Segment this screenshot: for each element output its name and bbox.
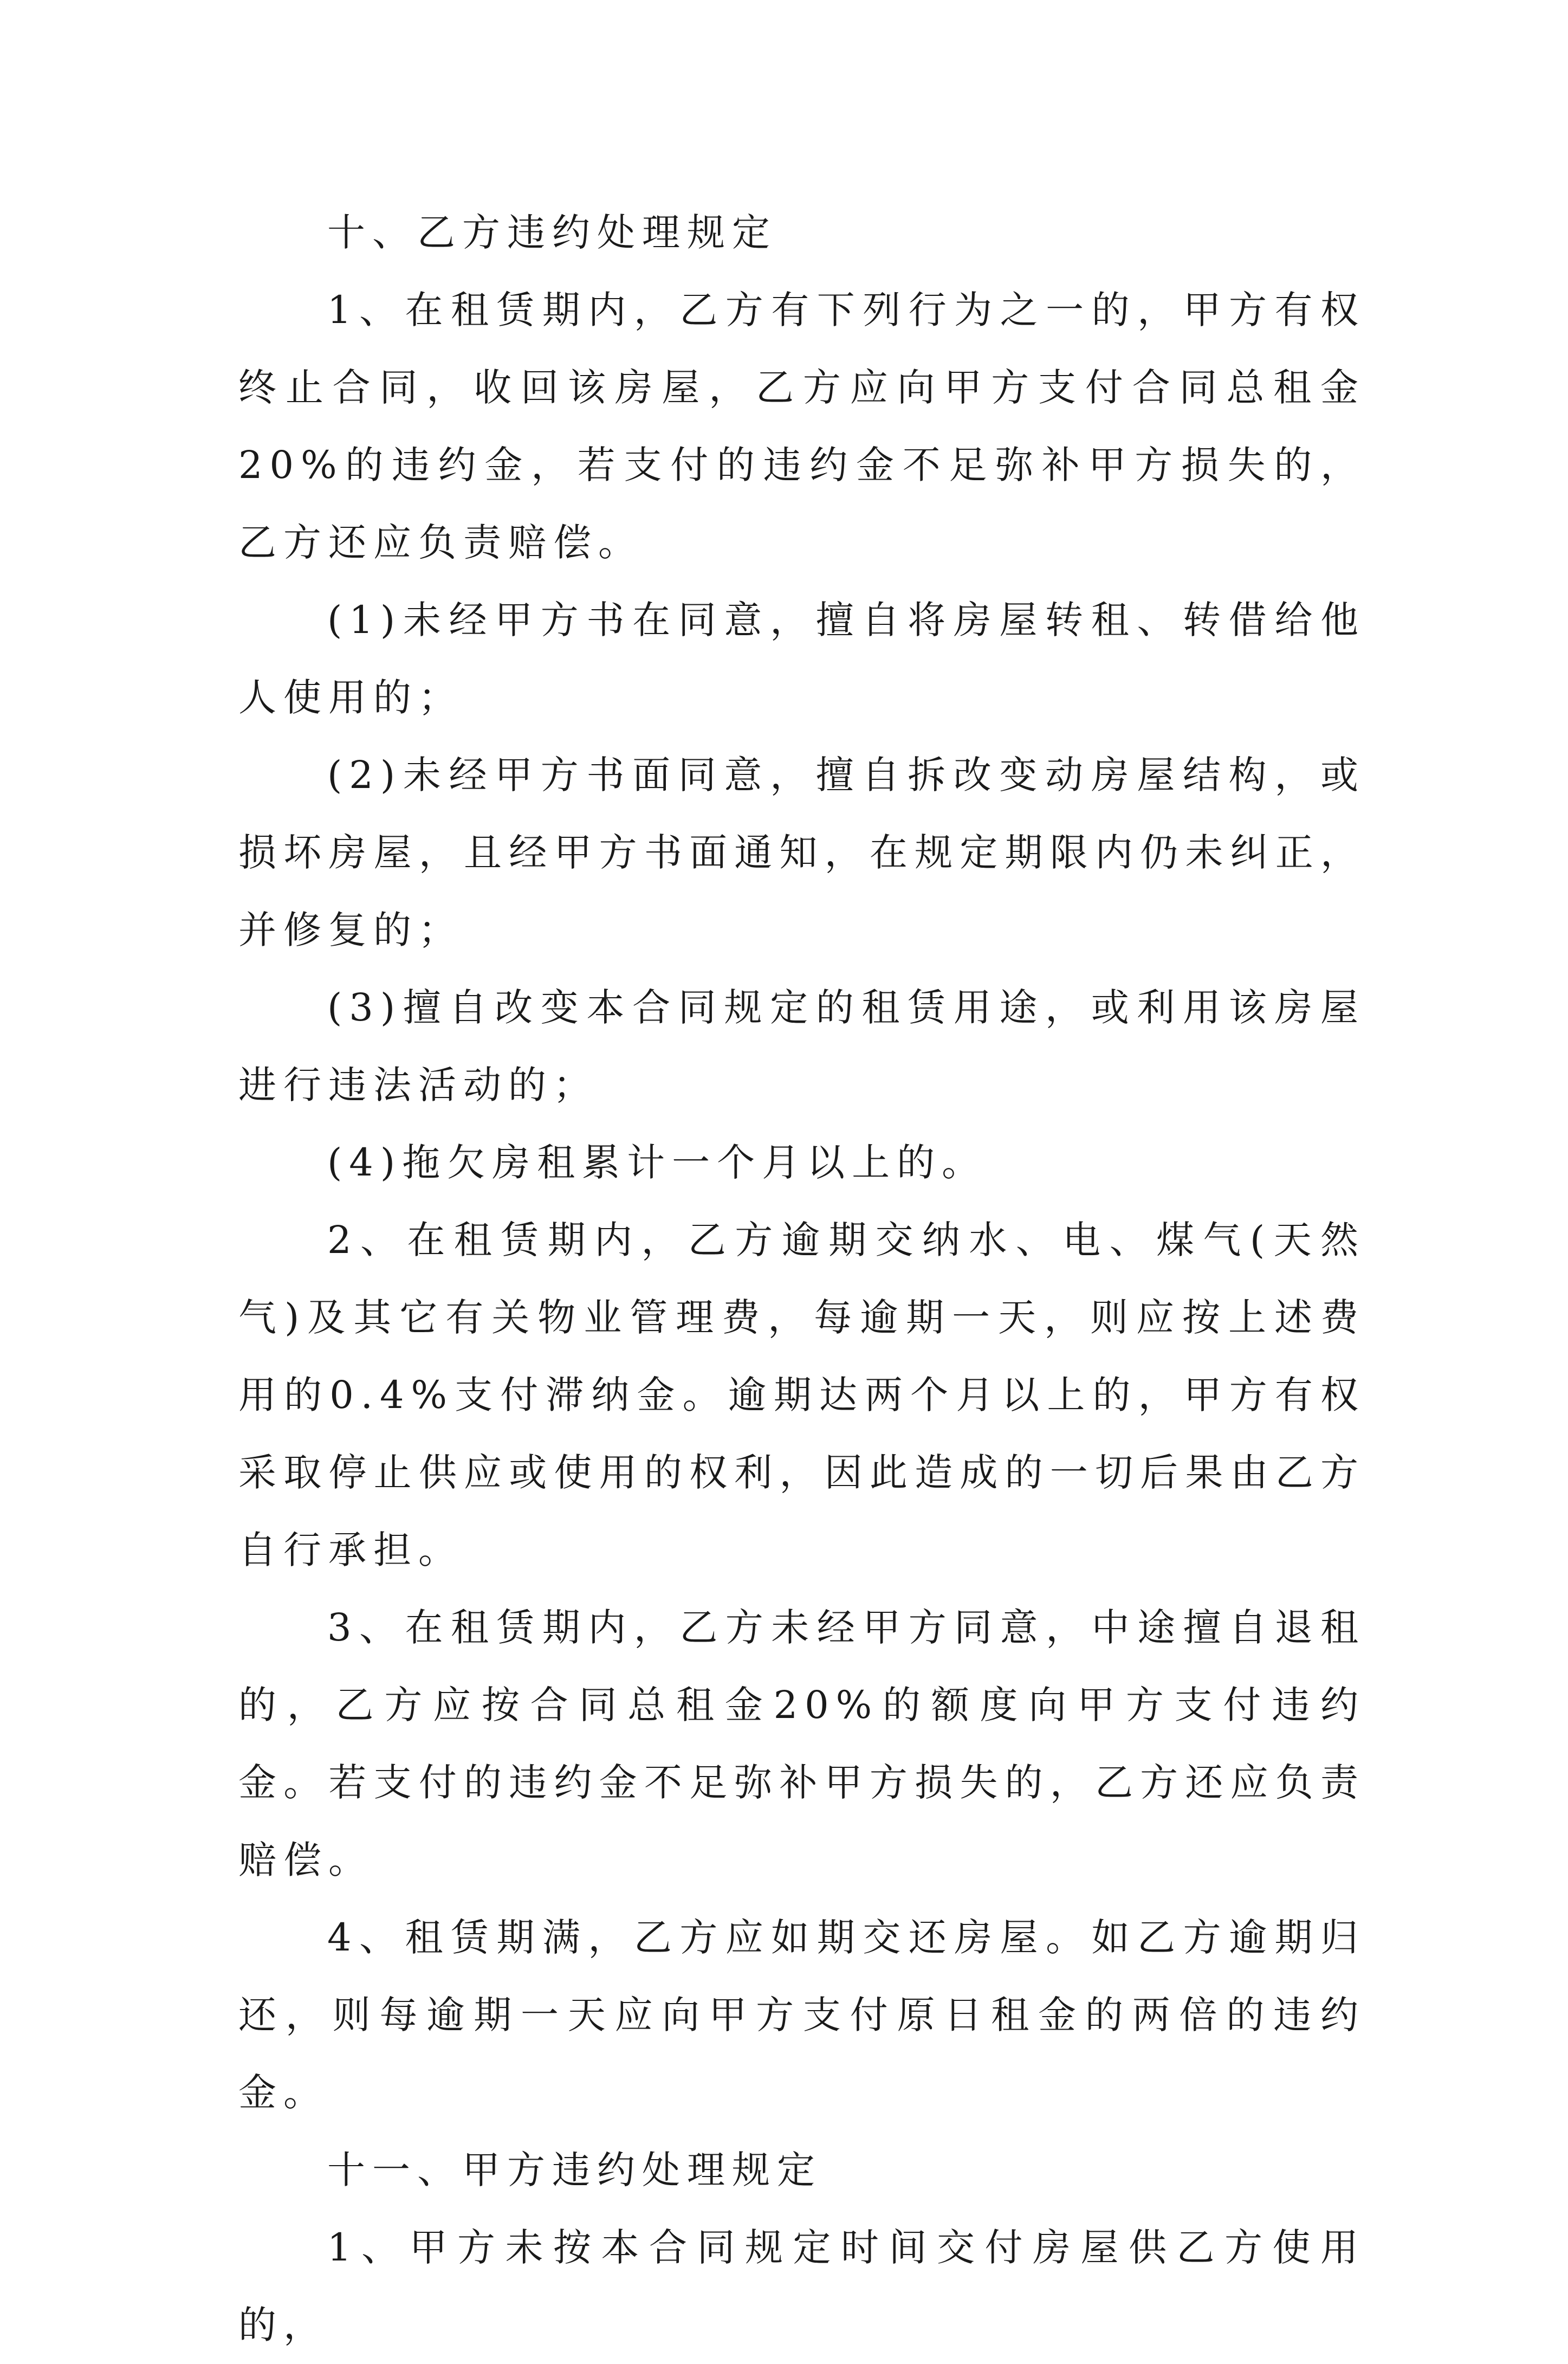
paragraph-10-1: 1、在租赁期内，乙方有下列行为之一的，甲方有权终止合同，收回该房屋，乙方应向甲方支付合同总租金20%的违约金，若支付的违约金不足弥补甲方损失的，乙方还应负责赔偿。 [238,288,1365,565]
paragraph-10-2: 2、在租赁期内，乙方逾期交纳水、电、煤气(天然气)及其它有关物业管理费，每逾期一天，则应按上述费用的0.4%支付滞纳金。逾期达两个月以上的，甲方有权采取停止供应或使用的权利，因此造成的一切后果由乙方自行承担。 [238,1218,1365,1572]
paragraph-10-1-item-1: (1)未经甲方书在同意，擅自将房屋转租、转借给他人使用的； [238,598,1365,720]
paragraph-10-3: 3、在租赁期内，乙方未经甲方同意，中途擅自退租的，乙方应按合同总租金20%的额度向甲方支付违约金。若支付的违约金不足弥补甲方损失的，乙方还应负责赔偿。 [238,1605,1365,1882]
paragraph-10-1-item-2: (2)未经甲方书面同意，擅自拆改变动房屋结构，或损坏房屋，且经甲方书面通知，在规定期限内仍未纠正，并修复的； [238,753,1365,952]
document-body [238,194,1365,2364]
section-heading-11: 十一、甲方违约处理规定 [327,2148,822,2192]
paragraph-10-1-item-4: (4)拖欠房租累计一个月以上的。 [327,1140,987,1185]
paragraph-10-4: 4、租赁期满，乙方应如期交还房屋。如乙方逾期归还，则每逾期一天应向甲方支付原日租金的两倍的违约金。 [238,1915,1365,2115]
section-heading-10: 十、乙方违约处理规定 [327,210,777,255]
paragraph-10-1-item-3: (3)擅自改变本合同规定的租赁用途，或利用该房屋进行违法活动的； [238,985,1365,1107]
paragraph-11-1: 1、甲方未按本合同规定时间交付房屋供乙方使用的， [238,2225,1365,2347]
